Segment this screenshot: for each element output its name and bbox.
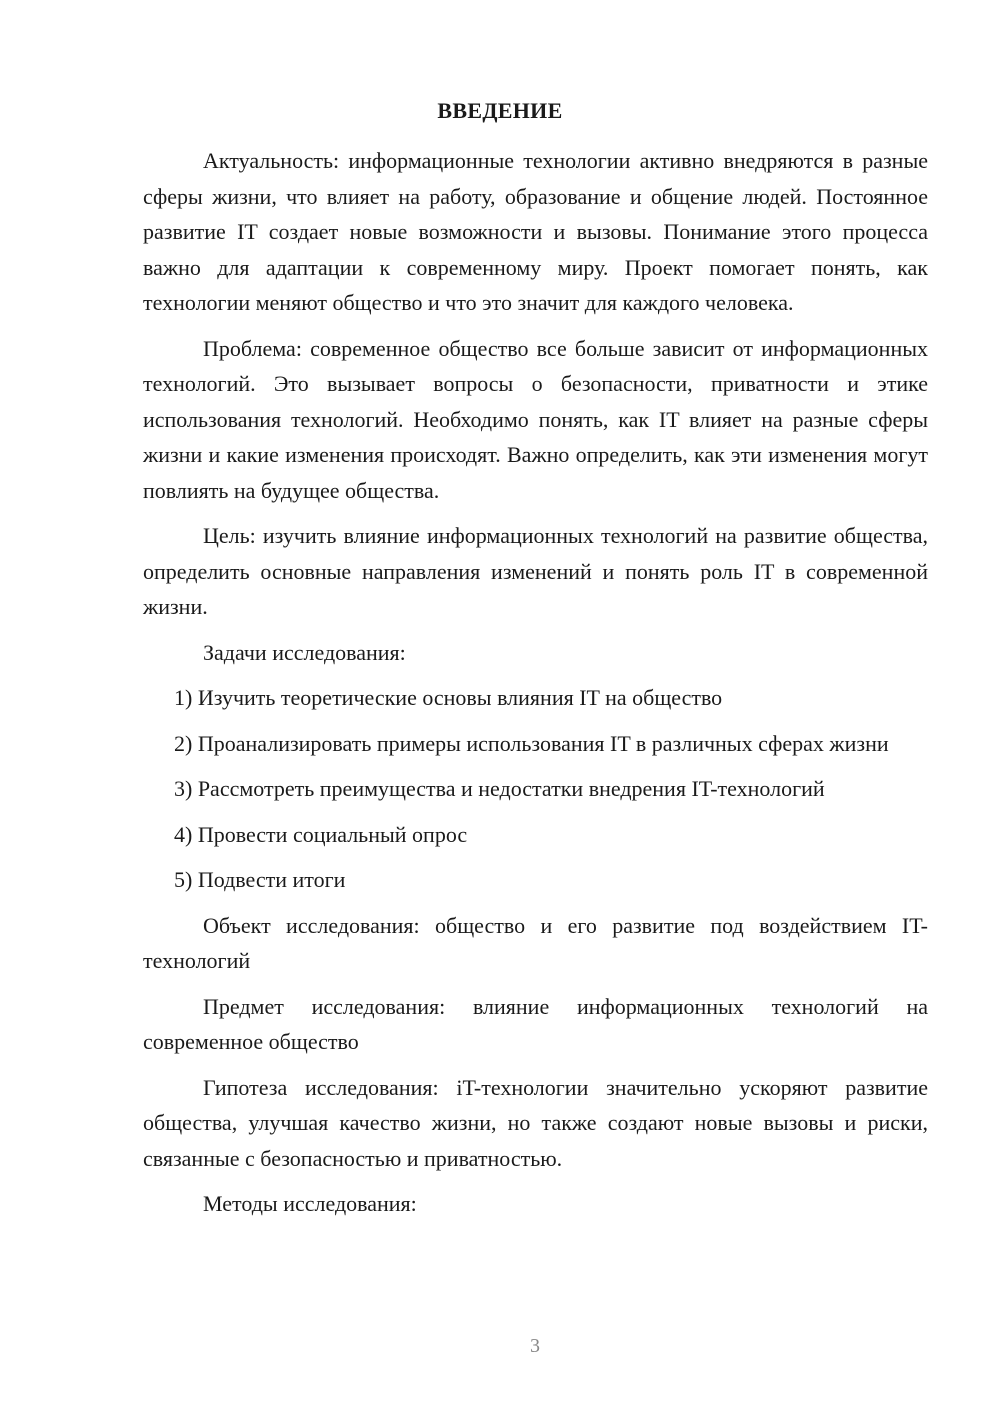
task-item-4: 4) Провести социальный опрос [174,821,468,847]
paragraph-goal: Цель: изучить влияние информационных технологий на развитие общества, определить основные направления изменений и понять роль IT в современной жизни. [143,523,928,619]
methods-title: Методы исследования: [203,1191,417,1216]
task-item-1: 1) Изучить теоретические основы влияния IT на общество [174,685,723,710]
task-item-5: 5) Подвести итоги [174,867,346,892]
document-body [143,143,928,1232]
page-title: ВВЕДЕНИЕ [437,98,563,123]
task-item-2: 2) Проанализировать примеры использования IT в различных сферах жизни [174,730,889,756]
paragraph-subject: Предмет исследования: влияние информационных технологий на современное общество [143,993,928,1054]
task-item-3: 3) Рассмотреть преимущества и недостатки внедрения IT-технологий [174,776,825,801]
tasks-title: Задачи исследования: [203,639,406,665]
page-number: 3 [530,1335,540,1357]
paragraph-problem: Проблема: современное общество все больше зависит от информационных технологий. Это вызывает вопросы о безопасности, приватности и этике использования технологий. Необходимо понять, как IT влияет на разные сферы жизни и какие изменения происходят. Важно определить, как эти изменения могут повлиять на будущее общества. [143,335,928,503]
paragraph-relevance: Актуальность: информационные технологии активно внедряются в разные сферы жизни, что влияет на работу, образование и общение людей. Постоянное развитие IT создает новые возможности и вызовы. Понимание этого процесса важно для адаптации к современному миру. Проект помогает понять, как технологии меняют общество и что это значит для каждого человека. [143,148,928,315]
paragraph-object: Объект исследования: общество и его развитие под воздействием IT-технологий [143,912,928,973]
paragraph-hypothesis: Гипотеза исследования: iT-технологии значительно ускоряют развитие общества, улучшая качество жизни, но также создают новые вызовы и риски, связанные с безопасностью и приватностью. [143,1074,928,1171]
